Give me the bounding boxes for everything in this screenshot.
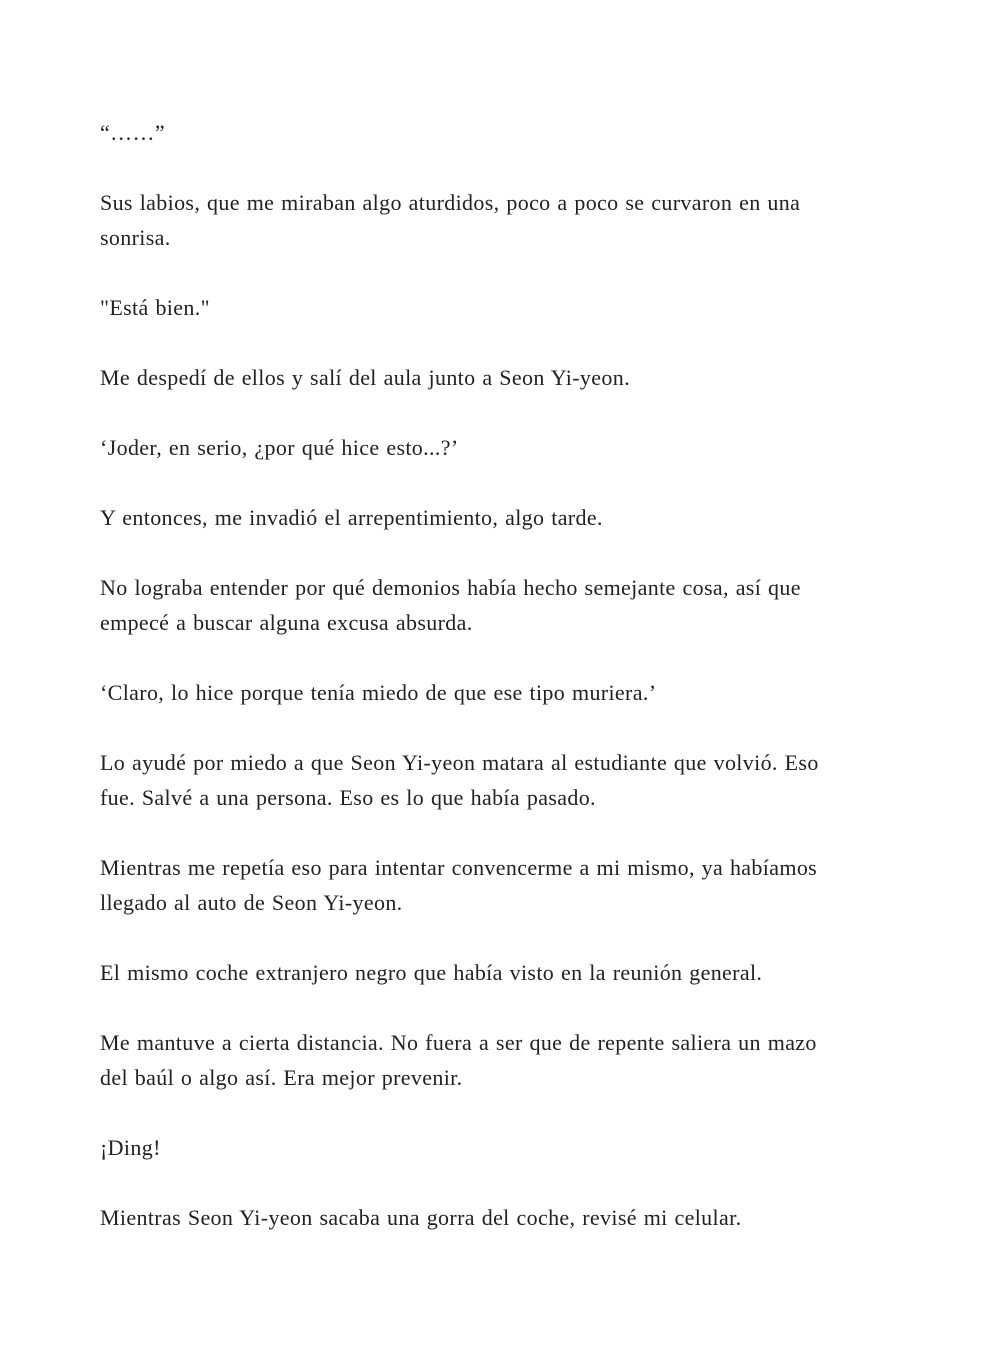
paragraph-line: ‘Joder, en serio, ¿por qué hice esto...?’: [100, 435, 459, 460]
paragraph-line: empecé a buscar alguna excusa absurda.: [100, 610, 473, 635]
paragraph: [100, 955, 900, 990]
paragraph-line: Me mantuve a cierta distancia. No fuera a ser que de repente saliera un mazo: [100, 1030, 817, 1055]
paragraph: [100, 570, 900, 640]
paragraph: [100, 290, 900, 325]
paragraph-line: Lo ayudé por miedo a que Seon Yi-yeon matara al estudiante que volvió. Eso: [100, 750, 819, 775]
paragraph: [100, 850, 900, 920]
paragraph: [100, 115, 900, 150]
paragraph-line: El mismo coche extranjero negro que había visto en la reunión general.: [100, 960, 763, 985]
document-body: [100, 115, 900, 1270]
paragraph: [100, 185, 900, 255]
paragraph-line: Me despedí de ellos y salí del aula junto a Seon Yi-yeon.: [100, 365, 630, 390]
paragraph-line: Mientras me repetía eso para intentar convencerme a mi mismo, ya habíamos: [100, 855, 818, 880]
paragraph-line: No lograba entender por qué demonios había hecho semejante cosa, así que: [100, 575, 801, 600]
paragraph: [100, 675, 900, 710]
paragraph-line: ‘Claro, lo hice porque tenía miedo de que ese tipo muriera.’: [100, 680, 657, 705]
paragraph-line: "Está bien.": [100, 295, 210, 320]
paragraph: [100, 1130, 900, 1165]
paragraph-line: del baúl o algo así. Era mejor prevenir.: [100, 1065, 463, 1090]
paragraph-line: Mientras Seon Yi-yeon sacaba una gorra del coche, revisé mi celular.: [100, 1205, 742, 1230]
paragraph-line: Y entonces, me invadió el arrepentimiento, algo tarde.: [100, 505, 603, 530]
paragraph-line: llegado al auto de Seon Yi-yeon.: [100, 890, 403, 915]
paragraph: [100, 1025, 900, 1095]
paragraph-line: Sus labios, que me miraban algo aturdidos, poco a poco se curvaron en una: [100, 190, 801, 215]
paragraph: [100, 430, 900, 465]
paragraph-line: sonrisa.: [100, 225, 171, 250]
paragraph-line: ¡Ding!: [100, 1135, 161, 1160]
paragraph: [100, 745, 900, 815]
paragraph-line: “……”: [100, 120, 165, 145]
paragraph-line: fue. Salvé a una persona. Eso es lo que había pasado.: [100, 785, 596, 810]
paragraph: [100, 500, 900, 535]
paragraph: [100, 360, 900, 395]
paragraph: [100, 1200, 900, 1235]
